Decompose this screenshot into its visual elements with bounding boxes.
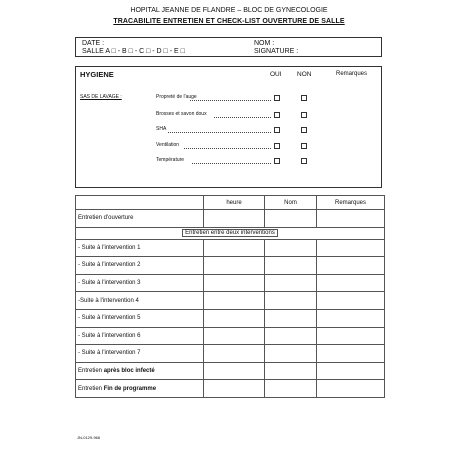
header-cell — [76, 196, 204, 210]
heure-cell[interactable] — [204, 239, 265, 257]
section-row — [76, 227, 385, 239]
col-oui: OUI — [270, 71, 282, 78]
row-label-bold: Fin de programme — [103, 385, 157, 392]
heure-cell[interactable] — [204, 362, 265, 380]
row-label: -Suite à l'intervention 4 — [76, 292, 204, 310]
row-label: - Suite à l'intervention 7 — [76, 345, 204, 363]
checkbox-non[interactable] — [301, 112, 307, 118]
table-row — [76, 274, 385, 292]
section-label — [76, 227, 385, 239]
date-label: DATE : — [82, 40, 105, 47]
heure-cell[interactable] — [204, 327, 265, 345]
heure-cell[interactable] — [204, 345, 265, 363]
col-remarques: Remarques — [336, 71, 368, 77]
document-title: TRACABILITE ENTRETIEN ET CHECK-LIST OUVERTURE DE SALLE — [113, 18, 345, 25]
table-row — [76, 345, 385, 363]
row-label — [76, 362, 204, 380]
remarques-cell[interactable] — [317, 309, 385, 327]
signature-label: SIGNATURE : — [254, 48, 299, 55]
hygiene-box — [75, 66, 382, 188]
nom-cell[interactable] — [265, 327, 317, 345]
checkbox-oui[interactable] — [274, 112, 280, 118]
hospital-header: HOPITAL JEANNE DE FLANDRE – BLOC DE GYNECOLOGIE — [130, 7, 328, 14]
dotted-line — [184, 148, 271, 149]
row-label: - Suite à l'intervention 5 — [76, 309, 204, 327]
table-row — [76, 239, 385, 257]
heure-cell[interactable] — [204, 380, 265, 398]
table-row — [76, 257, 385, 275]
heure-cell[interactable] — [204, 257, 265, 275]
remarques-cell[interactable] — [317, 292, 385, 310]
table-header-row — [76, 196, 385, 210]
tracking-table-wrap — [75, 195, 384, 409]
row-label-prefix: Entretien — [78, 385, 104, 392]
row-label: - Suite à l'intervention 2 — [76, 257, 204, 275]
dotted-line — [168, 132, 271, 133]
nom-cell[interactable] — [265, 345, 317, 363]
nom-cell[interactable] — [265, 292, 317, 310]
heure-cell[interactable] — [204, 210, 265, 228]
heure-cell[interactable] — [204, 309, 265, 327]
row-label: - Suite à l'intervention 6 — [76, 327, 204, 345]
table-row — [76, 309, 385, 327]
nom-label: NOM : — [254, 40, 275, 47]
dotted-line — [214, 117, 271, 118]
remarques-cell[interactable] — [317, 239, 385, 257]
remarques-cell[interactable] — [317, 362, 385, 380]
table-row — [76, 327, 385, 345]
checkbox-non[interactable] — [301, 127, 307, 133]
hygiene-item: Propreté de l'auge — [156, 94, 197, 100]
nom-cell[interactable] — [265, 257, 317, 275]
checkbox-oui[interactable] — [274, 127, 280, 133]
row-label: Entretien d'ouverture — [76, 210, 204, 228]
identity-box — [75, 37, 382, 57]
hygiene-item: Ventilation — [156, 142, 180, 148]
row-label-prefix: Entretien — [78, 368, 104, 375]
nom-cell[interactable] — [265, 274, 317, 292]
heure-cell[interactable] — [204, 274, 265, 292]
sas-label: SAS DE LAVAGE : — [80, 94, 122, 100]
remarques-cell[interactable] — [317, 345, 385, 363]
hygiene-item: SHA — [156, 126, 167, 132]
header-cell: Nom — [265, 196, 317, 210]
row-label: - Suite à l'intervention 1 — [76, 239, 204, 257]
document-code: JN-0129-966 — [77, 435, 101, 440]
checkbox-non[interactable] — [301, 158, 307, 164]
remarques-cell[interactable] — [317, 274, 385, 292]
nom-cell[interactable] — [265, 380, 317, 398]
col-non: NON — [297, 71, 312, 78]
remarques-cell[interactable] — [317, 210, 385, 228]
remarques-cell[interactable] — [317, 327, 385, 345]
hygiene-item: Brosses et savon doux — [156, 111, 207, 117]
heure-cell[interactable] — [204, 292, 265, 310]
checkbox-oui[interactable] — [274, 95, 280, 101]
checkbox-non[interactable] — [301, 95, 307, 101]
remarques-cell[interactable] — [317, 257, 385, 275]
tracking-table — [75, 195, 385, 398]
salle-label: SALLE A □ - B □ - C □ - D □ - E □ — [82, 48, 185, 55]
nom-cell[interactable] — [265, 210, 317, 228]
nom-cell[interactable] — [265, 309, 317, 327]
row-label-bold: après bloc infecté — [103, 368, 155, 375]
table-row — [76, 210, 385, 228]
header-cell: Remarques — [317, 196, 385, 210]
row-label — [76, 380, 204, 398]
table-row — [76, 380, 385, 398]
remarques-cell[interactable] — [317, 380, 385, 398]
nom-cell[interactable] — [265, 362, 317, 380]
dotted-line — [192, 163, 271, 164]
dotted-line — [190, 100, 271, 101]
hygiene-item: Température — [156, 157, 185, 163]
row-label: - Suite à l'intervention 3 — [76, 274, 204, 292]
section-label-text: Entretien entre deux interventions — [182, 229, 278, 237]
nom-cell[interactable] — [265, 239, 317, 257]
checkbox-oui[interactable] — [274, 143, 280, 149]
header-cell: heure — [204, 196, 265, 210]
hygiene-title: HYGIENE — [80, 70, 114, 79]
table-row — [76, 292, 385, 310]
checkbox-non[interactable] — [301, 143, 307, 149]
table-row — [76, 362, 385, 380]
checkbox-oui[interactable] — [274, 158, 280, 164]
